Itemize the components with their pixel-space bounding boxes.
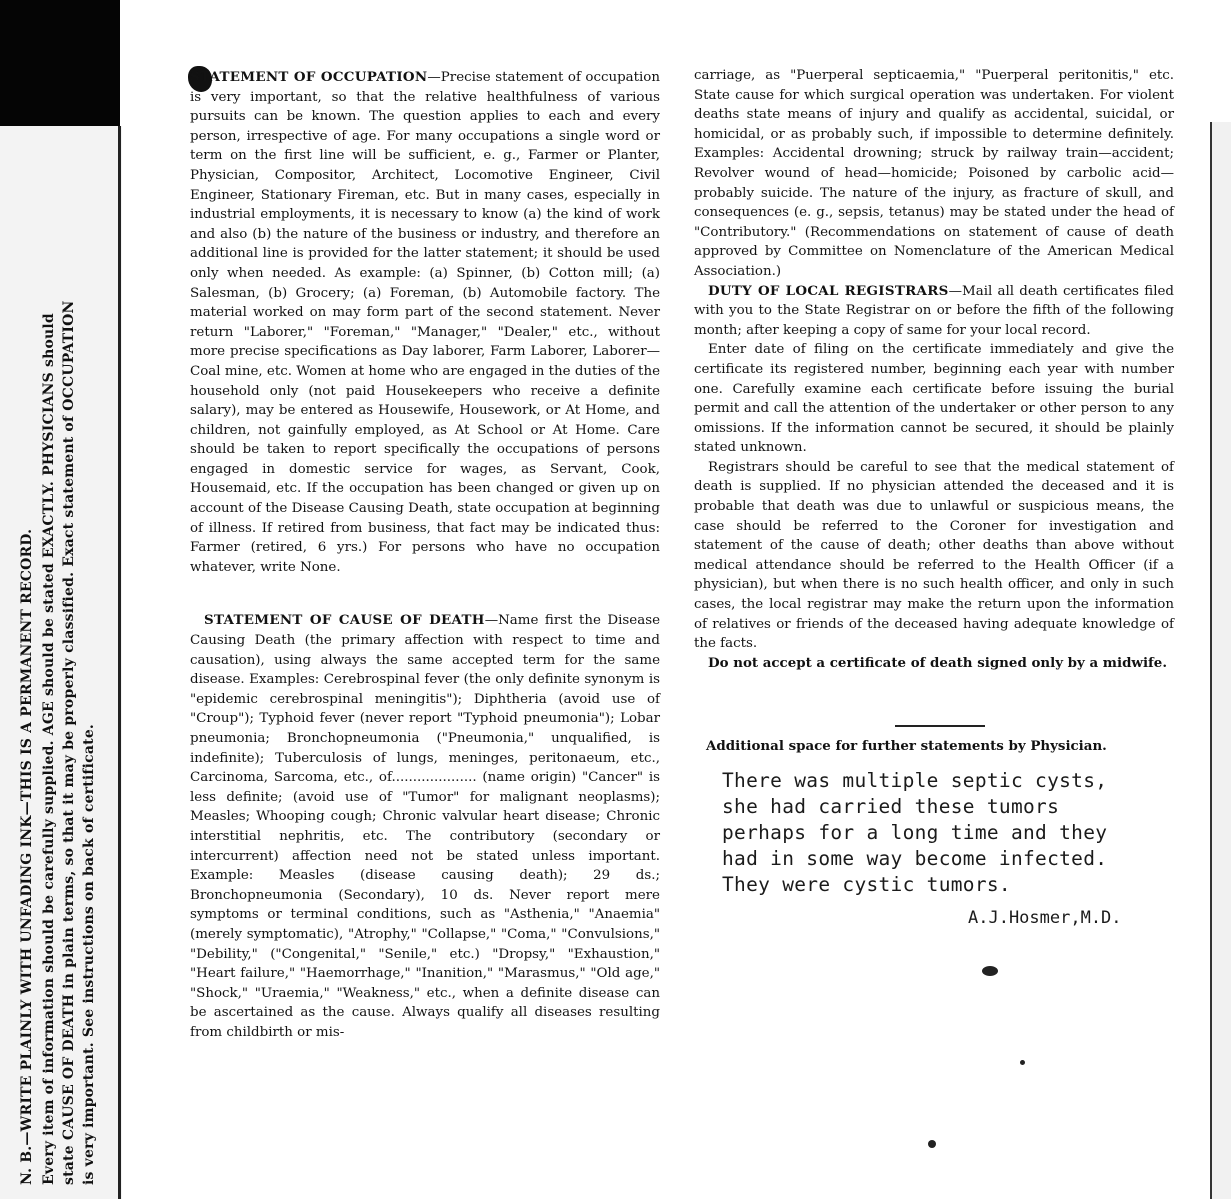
typed-line: had in some way become infected.	[722, 847, 1108, 870]
duty-heading: DUTY OF LOCAL REGISTRARS	[708, 282, 949, 299]
occupation-heading: STATEMENT OF OCCUPATION	[190, 69, 428, 85]
ink-speck	[982, 966, 998, 976]
typed-line: There was multiple septic cysts,	[722, 769, 1108, 792]
duty-text: —Mail all death certificates filed with you to the State Registrar on or before the fifth of the following month; after keeping a copy of same for your local record.	[694, 283, 1174, 338]
continuation-paragraph: carriage, as "Puerperal septicaemia," "Puerperal peritonitis," etc. State cause for which surgical operation was undertaken. For violent deaths state means of injury and qualify as accidental, suicidal, or homicidal, or as probably such, if impossible to determine definitely. Examples: Accidental drowning; struck by railway train—accident; Revolver wound of head—homicide; Poisoned by carbolic acid—probably suicide. The nature of the injury, as fracture of skull, and consequences (e. g., sepsis, tetanus) may be stated under the head of "Contributory." (Recommendations on statement of cause of death approved by Committee on Nomenclature of the American Medical Association.)	[694, 68, 1174, 279]
occupation-paragraph	[190, 68, 660, 577]
ink-speck	[928, 1140, 936, 1148]
cause-text: —Name first the Disease Causing Death (the primary affection with respect to time and causation), using always the same accepted term for the same disease. Examples: Cerebrospinal fever (the only definite synonym is "epidemic cerebrospinal meningitis"); Diphtheria (avoid use of "Croup"); Typhoid fever (never report "Typhoid pneumonia"); Lobar pneumonia; Bronchopneumonia ("Pneumonia," unqualified, is indefinite); Tuberculosis of lungs, meninges, peritonaeum, etc., Carcinoma, Sarcoma, etc., of.................... (name origin) "Cancer" is less definite; (avoid use of "Tumor" for malignant neoplasms); Measles; Whooping cough; Chronic valvular heart disease; Chronic interstitial nephritis, etc. The contributory (secondary or intercurrent) affection need not be stated unless important. Example: Measles (disease causing death); 29 ds.; Bronchopneumonia (Secondary), 10 ds. Never report mere symptoms or terminal conditions, such as "Asthenia," "Anaemia" (merely symptomatic), "Atrophy," "Collapse," "Coma," "Convulsions," "Debility," ("Congenital," "Senile," etc.) "Dropsy," "Exhaustion," "Heart failure," "Haemorrhage," "Inanition," "Marasmus," "Old age," "Shock," "Uraemia," "Weakness," etc., when a definite disease can be ascertained as the cause. Always qualify all diseases resulting from childbirth or mis-	[190, 613, 661, 1040]
right-column	[694, 66, 1174, 673]
midwife-paragraph: Do not accept a certificate of death signed only by a midwife.	[708, 654, 1167, 671]
enter-date-paragraph: Enter date of filing on the certificate immediately and give the certificate its registered number, beginning each year with number one. Carefully examine each certificate before issuing the burial permit and call the attention of the undertaker or other person to any omissions. If the information cannot be secured, it should be plainly stated unknown.	[694, 342, 1174, 456]
typed-line: perhaps for a long time and they	[722, 821, 1108, 844]
margin-notice-line-1: N. B.—WRITE PLAINLY WITH UNFADING INK—THIS IS A PERMANENT RECORD.	[19, 528, 35, 1185]
margin-notice-line-2: Every item of information should be carefully supplied. AGE should be stated EXACTLY. PHYSICIANS should	[41, 313, 57, 1185]
left-column	[190, 68, 660, 1043]
cause-heading: STATEMENT OF CAUSE OF DEATH	[204, 612, 485, 629]
scan-dark-corner	[0, 0, 120, 126]
right-edge-strip	[1210, 122, 1231, 1199]
margin-notice-line-4: is very important. See instructions on back of certificate.	[81, 723, 97, 1185]
physician-signature: A.J.Hosmer,M.D.	[968, 908, 1122, 928]
typed-line: she had carried these tumors	[722, 795, 1060, 818]
registrars-paragraph: Registrars should be careful to see that the medical statement of death is supplied. If no physician attended the deceased and it is probable that death was due to unlawful or suspicious means, the case should be referred to the Coroner for investigation and statement of the cause of death; other deaths than above without medical attendance should be referred to the Health Officer (if a physician), but when there is no such health officer, and only in such cases, the local registrar may make the return upon the information of relatives or friends of the deceased having adequate knowledge of the facts.	[694, 459, 1174, 652]
occupation-text: —Precise statement of occupation is very important, so that the relative healthfulness of various pursuits can be known. The question applies to each and every person, irrespective of age. For many occupations a single word or term on the first line will be sufficient, e. g., Farmer or Planter, Physician, Compositor, Architect, Locomotive Engineer, Civil Engineer, Stationary Fireman, etc. But in many cases, especially in industrial employments, it is necessary to know (a) the kind of work and also (b) the nature of the business or industry, and therefore an additional line is provided for the latter statement; it should be used only when needed. As example: (a) Spinner, (b) Cotton mill; (a) Salesman, (b) Grocery; (a) Foreman, (b) Automobile factory. The material worked on may form part of the second statement. Never return "Laborer," "Foreman," "Manager," "Dealer," etc., without more precise specifications as Day laborer, Farm Laborer, Laborer—Coal mine, etc. Women at home who are engaged in the duties of the household only (not paid Housekeepers who receive a definite salary), may be entered as Housewife, Housework, or At Home, and children, not gainfully employed, as At School or At Home. Care should be taken to report specifically the occupations of persons engaged in domestic service for wages, as Servant, Cook, Housemaid, etc. If the occupation has been changed or given up on account of the Disease Causing Death, state occupation at beginning of illness. If retired from business, that fact may be indicated thus: Farmer (retired, 6 yrs.) For persons who have no occupation whatever, write None.	[190, 70, 660, 575]
additional-space-label: Additional space for further statements by Physician.	[706, 738, 1107, 754]
duty-paragraph	[694, 282, 1174, 341]
typed-line: They were cystic tumors.	[722, 873, 1011, 896]
margin-notice-line-3: state CAUSE OF DEATH in plain terms, so that it may be properly classified. Exact statement of OCCUPATION	[61, 300, 77, 1185]
ink-speck	[1020, 1060, 1025, 1065]
cause-paragraph	[190, 611, 660, 1042]
section-divider	[895, 725, 985, 727]
physician-typed-statement	[722, 768, 1222, 898]
left-margin-rule	[118, 126, 121, 1199]
